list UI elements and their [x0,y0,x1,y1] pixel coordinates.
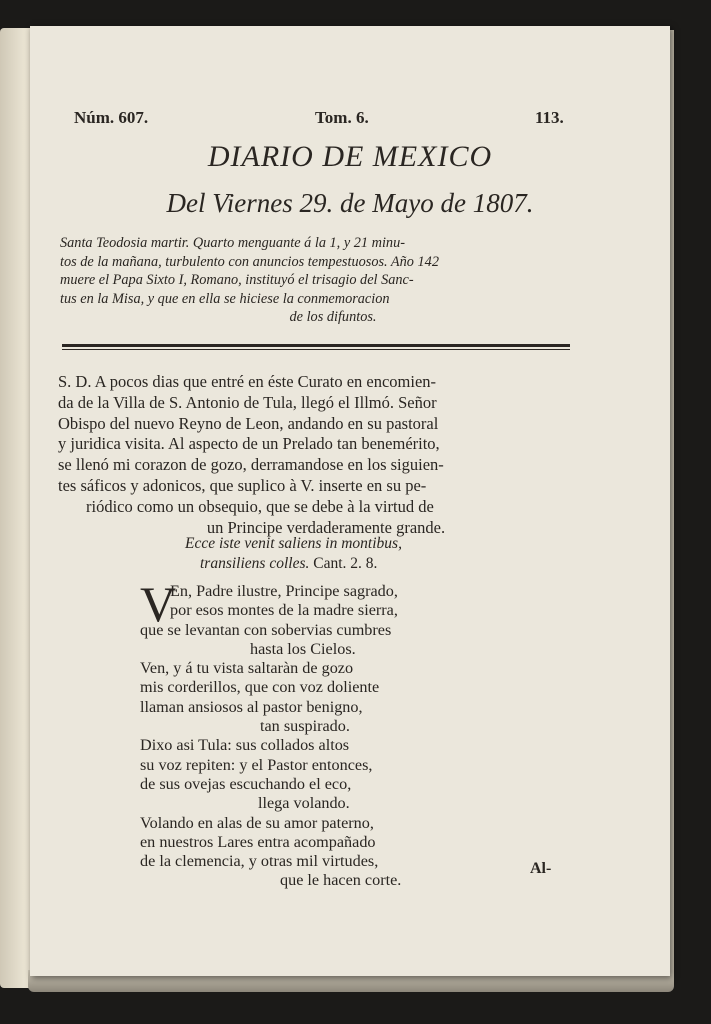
intro-line: S. D. A pocos dias que entré en éste Curato en encomien- [58,372,437,391]
epigraph [30,534,670,574]
poem-line: que le hacen corte. [280,871,402,890]
poem-line: En, Padre ilustre, Principe sagrado, [170,582,398,600]
saints-calendar [60,234,606,327]
intro-line: Obispo del nuevo Reyno de Leon, andando en su pastoral [58,413,439,433]
tome-number: Tom. 6. [315,108,369,127]
poem-line: tan suspirado. [260,717,350,736]
intro-line: riódico como un obsequio, que se debe à la virtud de [86,496,434,516]
intro-line: tes sáficos y adonicos, que suplico à V. inserte en su pe- [58,475,427,495]
poem-line: de sus ovejas escuchando el eco, [140,774,352,793]
intro-line: da de la Villa de S. Antonio de Tula, llegó el Illmó. Señor [58,392,437,412]
poem-line: Volando en alas de su amor paterno, [140,813,374,832]
epigraph-line [30,554,670,574]
intro-line: un Principe verdaderamente grande. [206,517,446,537]
poem-line: de la clemencia, y otras mil virtudes, [140,852,379,871]
epigraph-text: transiliens colles. [200,555,310,572]
poem-line: llaman ansiosos al pastor benigno, [140,697,363,716]
poem-line: llega volando. [258,794,350,813]
poem-line: por esos montes de la madre sierra, [170,601,398,620]
saints-line: de los difuntos. [289,309,377,325]
intro-paragraph [58,372,594,538]
dateline: Del Viernes 29. de Mayo de 1807. [166,188,534,218]
poem-line: su voz repiten: y el Pastor entonces, [140,755,373,774]
issue-number: Núm. 607. [74,108,149,127]
section-divider-thin [62,349,570,350]
section-divider-thick [62,344,570,347]
poem-line: Dixo asi Tula: sus collados altos [140,736,350,755]
intro-line: y juridica visita. Al aspecto de un Prelado tan benemérito, [58,434,440,454]
poem-line: hasta los Cielos. [250,639,356,658]
intro-line: se llenó mi corazon de gozo, derramandose en los siguien- [58,455,444,475]
page-number: 113. [535,108,564,127]
poem-line: en nuestros Lares entra acompañado [140,832,376,851]
poem-line: Ven, y á tu vista saltaràn de gozo [140,659,354,678]
saints-line: tus en la Misa, y que en ella se hiciese la conmemoracion [60,290,390,307]
page-content [30,26,670,976]
catchword: Al- [530,860,552,877]
saints-line: Santa Teodosia martir. Quarto menguante á la 1, y 21 minu- [60,235,405,251]
poem-line: mis corderillos, que con voz doliente [140,678,380,697]
epigraph-reference: Cant. 2. 8. [309,555,378,572]
saints-line: muere el Papa Sixto I, Romano, instituyó el trisagio del Sanc- [60,272,414,288]
newspaper-title: DIARIO DE MEXICO [207,140,493,173]
poem-line: que se levantan con sobervias cumbres [140,620,392,639]
drop-cap: V [140,576,177,632]
poem [140,576,560,891]
book-page [30,26,670,976]
saints-line: tos de la mañana, turbulento con anuncios tempestuosos. Año 142 [60,253,439,270]
epigraph-line: Ecce iste venit saliens in montibus, [185,535,402,552]
